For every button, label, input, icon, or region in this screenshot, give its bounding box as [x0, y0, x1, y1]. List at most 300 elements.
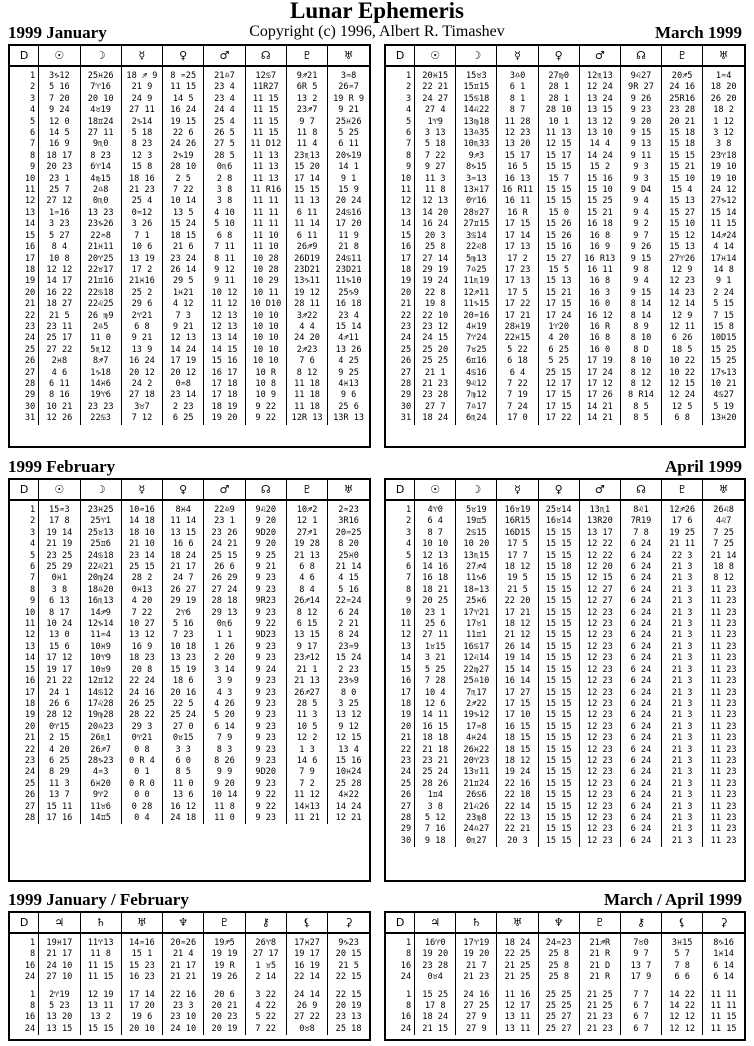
table-row — [386, 254, 744, 265]
table-row — [10, 642, 369, 653]
cell-uranus: 13 26 — [328, 345, 369, 356]
cell-sun: 3 8 — [415, 802, 456, 813]
cell-day: 21 — [24, 733, 36, 744]
cell-sun: 25 29 — [39, 562, 80, 573]
cell-sun: 14 20 — [415, 208, 456, 219]
cell-sun: 11 8 — [415, 185, 456, 196]
table-row — [10, 619, 369, 630]
cell-pluto: 21 3 — [662, 619, 703, 630]
cell-uranus: 9 12 — [328, 722, 369, 733]
cell-sun: 12 12 — [39, 265, 80, 276]
table-row — [10, 128, 369, 139]
cell-pluto: 12R 13 — [286, 413, 327, 424]
cell-uranus: 8 20 — [328, 539, 369, 550]
cell-moon: 11♊1 — [456, 630, 497, 641]
cell-sun: 19 17 — [39, 665, 80, 676]
cell-uranus: 5 25 — [328, 128, 369, 139]
cell-moon: 7♎25 — [456, 265, 497, 276]
cell-venus: 15 15 — [538, 722, 579, 733]
cell-sun: 21 23 — [415, 379, 456, 390]
cell-uranus: 3 8 — [703, 139, 744, 150]
cell-lilith: 26 9 — [286, 1001, 327, 1012]
cell-uranus: 18 8 — [703, 562, 744, 573]
col-header-jupiter: ♃ — [415, 913, 456, 933]
col-header-lilith: ⚸ — [286, 913, 327, 933]
cell-mars: 14 21 — [579, 402, 620, 413]
cell-pluto: 12 5 — [662, 402, 703, 413]
cell-mercury: 10 6 — [121, 242, 162, 253]
cell-mercury: 4 20 — [121, 596, 162, 607]
cell-venus: 14 5 — [163, 94, 204, 105]
table-row — [10, 356, 369, 367]
table-row — [10, 699, 369, 710]
table-row — [386, 642, 744, 653]
cell-mars: 11 0 — [204, 813, 245, 824]
cell-moon: 19♑12 — [456, 710, 497, 721]
cell-pluto: 21 11 — [662, 539, 703, 550]
cell-venus: 13 15 — [163, 528, 204, 539]
table-row — [386, 676, 744, 687]
cell-jupiter: 23 28 — [415, 961, 456, 972]
cell-node: 9R23 — [245, 596, 286, 607]
cell-node: 9 13 — [620, 139, 661, 150]
cell-mercury: 13 20 — [497, 139, 538, 150]
cell-mercury: 0♒12 — [121, 208, 162, 219]
cell-mars: 26 6 — [204, 562, 245, 573]
cell-moon: 23 23 — [80, 402, 121, 413]
cell-chiron: 6 7 — [620, 1001, 661, 1012]
cell-pluto: 21 3 — [662, 836, 703, 847]
table-row — [386, 733, 744, 744]
cell-uranus: 12 21 — [328, 813, 369, 824]
cell-node: 8 12 — [620, 379, 661, 390]
cell-day: 22 — [400, 744, 412, 755]
cell-sun: 24 27 — [415, 94, 456, 105]
cell-day: 22 — [400, 310, 412, 321]
table-row — [10, 539, 369, 550]
cell-day: 14 — [24, 219, 36, 230]
cell-mars: 8 11 — [204, 254, 245, 265]
cell-mercury: 22 24 — [121, 676, 162, 687]
cell-mercury: 17 2 — [121, 265, 162, 276]
cell-moon: 9♐3 — [456, 151, 497, 162]
cell-mercury: 18 15 — [497, 745, 538, 756]
table-row — [10, 608, 369, 619]
cell-uranus: 24♋16 — [328, 208, 369, 219]
cell-sun: 14 16 — [415, 562, 456, 573]
table-row — [10, 288, 369, 299]
cell-venus: 15 15 — [538, 608, 579, 619]
cell-pluto: 17 14 — [286, 174, 327, 185]
cell-mars: 13 15 — [579, 105, 620, 116]
cell-uranus: 24 12 — [703, 185, 744, 196]
cell-mars: 12 23 — [579, 676, 620, 687]
cell-mercury: 17 2 — [497, 254, 538, 265]
cell-pluto: 21 3 — [662, 767, 703, 778]
table-row — [386, 813, 744, 824]
cell-uranus: 11 23 — [703, 688, 744, 699]
cell-pluto: 21 3 — [662, 824, 703, 835]
cell-moon: 13 23 — [80, 208, 121, 219]
cell-pluto: 21 13 — [286, 676, 327, 687]
cell-moon: 22♋3 — [80, 413, 121, 424]
cell-saturn: 27 25 — [456, 1001, 497, 1012]
cell-mercury: 18 15 — [497, 733, 538, 744]
table-row — [10, 756, 369, 767]
cell-uranus: 23♈18 — [703, 151, 744, 162]
cell-moon: 11♒4 — [80, 630, 121, 641]
cell-jupiter: 13 15 — [39, 1024, 80, 1035]
col-header-uranus: ♅ — [703, 46, 744, 66]
cell-mars: 16 18 — [579, 219, 620, 230]
cell-juno: 22 15 — [328, 972, 369, 983]
cell-lilith: 14 22 — [662, 1001, 703, 1012]
cell-node: 9 20 — [245, 539, 286, 550]
cell-venus: 8 5 — [163, 767, 204, 778]
cell-moon: 27♊15 — [456, 219, 497, 230]
cell-day: 4 — [405, 539, 412, 550]
table-row — [10, 265, 369, 276]
cell-mars: 12 23 — [579, 745, 620, 756]
cell-mars: 24 4 — [204, 105, 245, 116]
cell-pluto: 14♓13 — [286, 802, 327, 813]
col-header-sun: ☉ — [415, 480, 456, 500]
col-header-saturn: ♄ — [80, 913, 121, 933]
cell-uranus: 4♓22 — [328, 790, 369, 801]
cell-venus: 25 24 — [163, 710, 204, 721]
cell-uranus: 11 23 — [703, 790, 744, 801]
cell-mercury: 9 21 — [121, 333, 162, 344]
col-header-mars: ♂ — [579, 480, 620, 500]
cell-day: 20 — [400, 287, 412, 298]
cell-mercury: 0 4 — [121, 813, 162, 824]
cell-mercury: 22 18 — [497, 790, 538, 801]
cell-day: 4 — [30, 539, 36, 550]
cell-node: 6 24 — [620, 779, 661, 790]
table-row — [386, 208, 744, 219]
cell-node: 10 8 — [245, 379, 286, 390]
cell-sun: 6 11 — [39, 379, 80, 390]
cell-uranus: 24♋11 — [328, 254, 369, 265]
cell-node: 6 24 — [620, 665, 661, 676]
cell-moon: 2♎8 — [80, 185, 121, 196]
cell-moon: 1♑18 — [80, 368, 121, 379]
cell-sun: 10 8 — [39, 254, 80, 265]
cell-mercury: 6 18 — [497, 356, 538, 367]
cell-node: 9 23 — [245, 642, 286, 653]
cell-sun: 12 13 — [415, 196, 456, 207]
cell-mercury: 13 19 — [121, 254, 162, 265]
cell-day: 3 — [30, 527, 36, 538]
cell-pluto: 21 25 — [579, 990, 620, 1001]
cell-moon: 22♌25 — [80, 299, 121, 310]
table-row — [386, 174, 744, 185]
cell-sun: 24 1 — [39, 688, 80, 699]
cell-uranus: 2♒23 — [328, 500, 369, 516]
cell-uranus: 11 15 — [703, 219, 744, 230]
cell-uranus: 16 18 — [328, 299, 369, 310]
cell-venus: 15 15 — [538, 688, 579, 699]
cell-jupiter: 21 17 — [39, 949, 80, 960]
cell-lilith: 16 19 — [286, 961, 327, 972]
cell-pluto: 12 9 — [662, 311, 703, 322]
cell-moon: 13♍18 — [456, 117, 497, 128]
cell-pluto: 11 3 — [286, 710, 327, 721]
cell-moon: 3♋14 — [456, 231, 497, 242]
cell-neptune: 23 10 — [163, 1012, 204, 1023]
cell-uranus: 6 11 — [328, 139, 369, 150]
table-row — [10, 665, 369, 676]
cell-mars: 15 10 — [579, 185, 620, 196]
cell-venus: 17 15 — [538, 390, 579, 401]
cell-moon: 6♏24 — [456, 413, 497, 424]
label-january: 1999 January — [8, 23, 107, 42]
cell-day: 17 — [400, 687, 412, 698]
cell-mars: 14 15 — [204, 345, 245, 356]
cell-day: 22 — [24, 744, 36, 755]
table-row — [386, 139, 744, 150]
cell-mars: 23 26 — [204, 528, 245, 539]
table-row — [10, 413, 369, 424]
cell-sun: 8 4 — [39, 242, 80, 253]
table-row — [386, 779, 744, 790]
cell-day: 23 — [24, 321, 36, 332]
cell-uranus: 15 25 — [703, 356, 744, 367]
cell-sun: 22 10 — [415, 311, 456, 322]
cell-uranus: 4♋27 — [703, 390, 744, 401]
cell-mars: 21♎7 — [204, 66, 245, 82]
cell-day: 3 — [405, 527, 412, 538]
cell-node: 9 20 — [620, 117, 661, 128]
cell-mercury: 0 R 0 — [121, 779, 162, 790]
table-row — [386, 1001, 744, 1012]
cell-pluto: 3♐22 — [286, 311, 327, 322]
cell-day: 14 — [400, 653, 412, 664]
cell-lilith: 27 22 — [286, 1012, 327, 1023]
table-row — [386, 94, 744, 105]
cell-venus: 15 19 — [163, 665, 204, 676]
cell-node: 9 4 — [620, 196, 661, 207]
table-row — [10, 254, 369, 265]
cell-sun: 16 22 — [39, 288, 80, 299]
cell-pluto: 19♐5 — [204, 933, 245, 949]
cell-day: 16 — [400, 960, 412, 971]
cell-moon: 7♈16 — [80, 82, 121, 93]
cell-pluto: 20♐5 — [662, 66, 703, 82]
cell-venus: 9 21 — [163, 322, 204, 333]
cell-node: 8 10 — [620, 333, 661, 344]
cell-day: 30 — [24, 401, 36, 412]
cell-node: 9 20 — [245, 516, 286, 527]
cell-venus: 12 15 — [538, 139, 579, 150]
cell-sun: 18 24 — [415, 413, 456, 424]
cell-mercury: 17 5 — [497, 539, 538, 550]
cell-node: 9 15 — [620, 254, 661, 265]
cell-pluto: 11 4 — [286, 139, 327, 150]
cell-mars: 25 4 — [204, 117, 245, 128]
cell-neptune: 25 8 — [538, 949, 579, 960]
cell-sun: 23 1 — [415, 608, 456, 619]
cell-day: 24 — [400, 1023, 412, 1034]
cell-node: 9 23 — [245, 699, 286, 710]
cell-day: 20 — [24, 287, 36, 298]
cell-saturn: 11 15 — [80, 961, 121, 972]
cell-day: 24 — [24, 1023, 36, 1034]
cell-sun: 5 16 — [39, 82, 80, 93]
cell-venus: 15 16 — [538, 242, 579, 253]
cell-mars: 14 24 — [579, 151, 620, 162]
cell-sun: 10 21 — [39, 402, 80, 413]
table-row — [386, 185, 744, 196]
cell-mars: 16 0 — [579, 345, 620, 356]
table-row — [386, 1012, 744, 1023]
cell-day: 11 — [24, 619, 36, 630]
cell-uranus: 11 23 — [703, 824, 744, 835]
cell-pluto: 15 10 — [662, 219, 703, 230]
february-table — [8, 478, 371, 882]
cell-mercury: 21 9 — [121, 82, 162, 93]
cell-uranus: 20♑19 — [328, 151, 369, 162]
table-row — [386, 231, 744, 242]
cell-venus: 6 25 — [538, 345, 579, 356]
cell-uranus: 11 23 — [703, 585, 744, 596]
cell-venus: 15 15 — [538, 528, 579, 539]
cell-mars: 12 23 — [579, 790, 620, 801]
cell-mercury: 22 14 — [497, 802, 538, 813]
cell-uranus: 14♐24 — [703, 231, 744, 242]
cell-pluto: 12 24 — [662, 390, 703, 401]
table-row — [10, 528, 369, 539]
cell-mercury: 17 21 — [497, 311, 538, 322]
cell-day: 10 — [24, 173, 36, 184]
cell-pluto: 21 R — [579, 949, 620, 960]
table-row — [386, 516, 744, 527]
cell-node: 6 24 — [620, 619, 661, 630]
cell-jupiter: 13 20 — [39, 1012, 80, 1023]
table-row — [386, 688, 744, 699]
cell-mercury: 2♑14 — [121, 117, 162, 128]
cell-node: 8 5 — [620, 413, 661, 424]
cell-day: 21 — [24, 299, 36, 310]
cell-mercury: 7 12 — [121, 413, 162, 424]
cell-venus: 15 15 — [538, 596, 579, 607]
cell-sun: 11 3 — [415, 174, 456, 185]
cell-pluto: 6 26 — [662, 333, 703, 344]
cell-venus: 15 15 — [538, 699, 579, 710]
cell-moon: 5♏12 — [80, 345, 121, 356]
april-table — [384, 478, 746, 882]
cell-juno: 11 15 — [703, 1024, 744, 1035]
cell-mars: 12 20 — [579, 562, 620, 573]
cell-moon: 14♐9 — [80, 608, 121, 619]
cell-moon: 23♓25 — [80, 500, 121, 516]
cell-day: 7 — [30, 573, 36, 584]
cell-pluto: 21 D — [579, 961, 620, 972]
cell-venus: 11 13 — [538, 128, 579, 139]
cell-mars: 13 24 — [579, 94, 620, 105]
janfeb-outer-table — [8, 911, 371, 1041]
cell-mercury: 24 9 — [121, 94, 162, 105]
table-row — [386, 551, 744, 562]
table-row — [10, 972, 369, 983]
cell-mercury: 21 10 — [121, 539, 162, 550]
cell-day: 10 — [400, 173, 412, 184]
cell-uranus: 11 23 — [703, 733, 744, 744]
cell-moon: 12♌14 — [456, 653, 497, 664]
table-row — [10, 379, 369, 390]
cell-day: 1 — [405, 989, 412, 1000]
table-row — [386, 933, 744, 949]
cell-day: 19 — [24, 710, 36, 721]
cell-mars: 8 26 — [204, 756, 245, 767]
cell-uranus: 15 8 — [703, 322, 744, 333]
cell-venus: 23 24 — [163, 254, 204, 265]
cell-mercury: 16♉19 — [497, 500, 538, 516]
cell-sun: 4 20 — [39, 745, 80, 756]
cell-moon: 8♐7 — [80, 356, 121, 367]
cell-mercury: 27 11 — [121, 105, 162, 116]
col-header-pluto: ♇ — [579, 913, 620, 933]
cell-chiron: 1 ♉5 — [245, 961, 286, 972]
cell-chiron: 27 17 — [245, 949, 286, 960]
cell-uranus: 13 4 — [328, 745, 369, 756]
cell-pluto: 21 3 — [662, 642, 703, 653]
cell-day: 15 — [24, 664, 36, 675]
cell-node: 9 23 — [245, 779, 286, 790]
cell-day: 5 — [30, 116, 36, 127]
cell-sun: 14 5 — [39, 128, 80, 139]
cell-lilith: 24 14 — [286, 990, 327, 1001]
cell-venus: 15 15 — [538, 710, 579, 721]
cell-pluto: 15 21 — [662, 162, 703, 173]
cell-mars: 12 23 — [579, 665, 620, 676]
col-header-chiron: ⚷ — [245, 913, 286, 933]
cell-mercury: 25 4 — [121, 196, 162, 207]
cell-moon: 14♓6 — [80, 379, 121, 390]
cell-venus: 10 18 — [163, 642, 204, 653]
cell-sun: 13 7 — [39, 790, 80, 801]
col-header-mercury: ☿ — [497, 46, 538, 66]
col-header-mercury: ☿ — [121, 480, 162, 500]
cell-day: 24 — [24, 767, 36, 778]
cell-neptune: 25 25 — [538, 990, 579, 1001]
cell-venus: 13 5 — [163, 208, 204, 219]
cell-uranus: 22 25 — [497, 949, 538, 960]
cell-saturn: 21 7 — [456, 961, 497, 972]
cell-mars: 24 21 — [204, 539, 245, 550]
cell-pluto: 15 20 — [286, 162, 327, 173]
table-row — [386, 608, 744, 619]
cell-moon: 25♓26 — [80, 66, 121, 82]
cell-pluto: 21 3 — [662, 756, 703, 767]
cell-mars: 12 23 — [579, 756, 620, 767]
cell-mars: 9 9 — [204, 767, 245, 778]
cell-venus: 24 18 — [163, 813, 204, 824]
cell-node: 11 13 — [245, 174, 286, 185]
cell-juno: 9♑23 — [328, 933, 369, 949]
col-header-uranus: ♅ — [121, 913, 162, 933]
cell-mercury: 7 22 — [121, 608, 162, 619]
col-header-uranus: ♅ — [328, 480, 369, 500]
cell-uranus: 15 25 — [703, 345, 744, 356]
cell-moon: 28♑23 — [80, 756, 121, 767]
cell-uranus: 9 1 — [703, 276, 744, 287]
col-header-moon: ☽ — [456, 46, 497, 66]
cell-uranus: 11 23 — [703, 745, 744, 756]
cell-node: 9 23 — [245, 710, 286, 721]
cell-moon: 18♎20 — [80, 585, 121, 596]
cell-mercury: 25 2 — [121, 288, 162, 299]
